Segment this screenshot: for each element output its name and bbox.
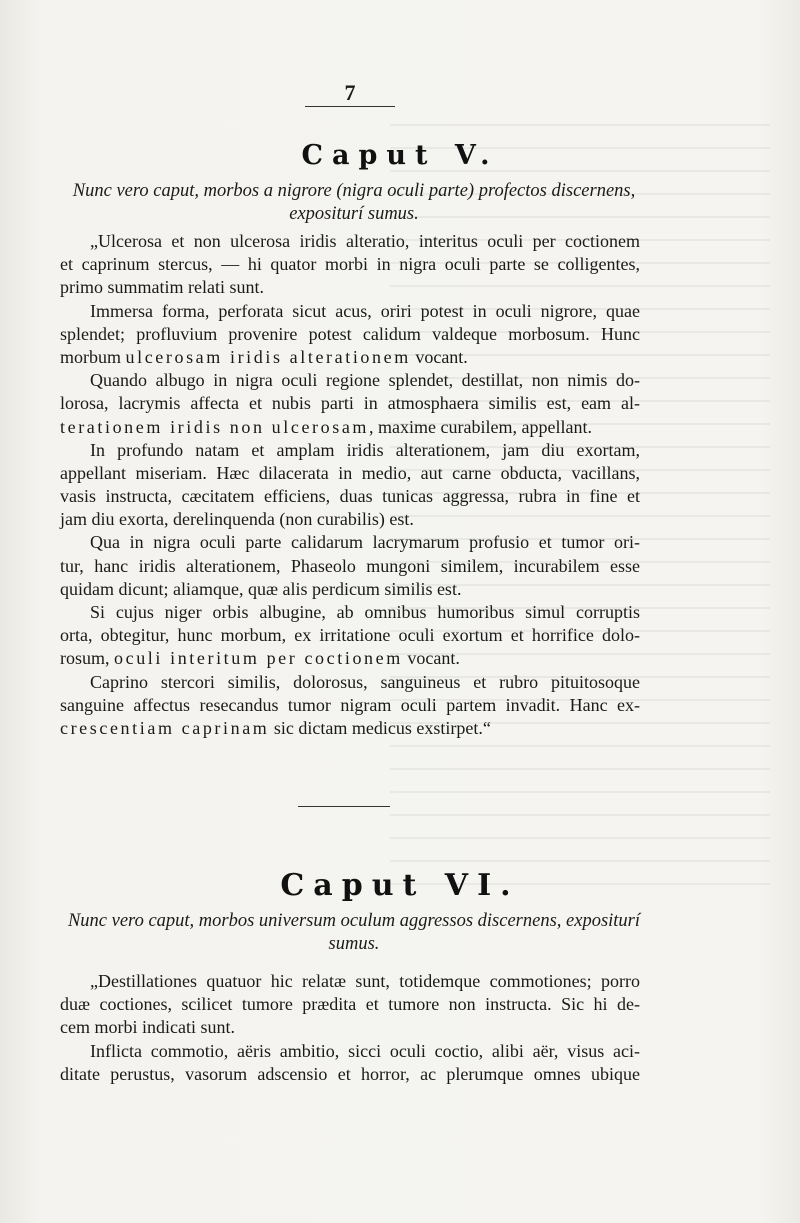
- body-line: crescentiam caprinam sic dictam medicus exstirpet.“: [60, 717, 491, 738]
- body-line: primo summatim relati sunt.: [60, 277, 264, 298]
- body-line: Caprino stercori similis, dolorosus, sanguineus et rubro pituitosoque: [90, 671, 640, 692]
- section-divider: [298, 806, 390, 807]
- chapter-6-body: [60, 970, 640, 1086]
- page-number: 7: [344, 80, 356, 105]
- chapter-5-subtitle-line-2: expositurí sumus.: [289, 204, 419, 224]
- body-line: jam diu exorta, derelinquenda (non curabilis) est.: [60, 509, 414, 530]
- body-line: duæ coctiones, scilicet tumore prædita et tumore non instructa. Sic hi de-: [60, 994, 640, 1015]
- chapter-5-body: [60, 230, 640, 740]
- body-line: Quando albugo in nigra oculi regione splendet, destillat, non nimis do-: [90, 370, 640, 391]
- body-line: ditate perustus, vasorum adscensio et horror, ac plerumque omnes ubique: [60, 1063, 640, 1084]
- body-line: vasis instructa, cæcitatem efficiens, duas tunicas aggressa, rubra in fine et: [60, 486, 640, 507]
- body-line: splendet; profluvium provenire potest calidum valdeque morbosum. Hunc: [60, 323, 640, 344]
- body-line: „Ulcerosa et non ulcerosa iridis alteratio, interitus oculi per coctionem: [90, 231, 640, 251]
- body-line: rosum, oculi interitum per coctionem vocant.: [60, 648, 460, 669]
- body-line: quidam dicunt; aliamque, quæ alis perdicum similis est.: [60, 578, 462, 599]
- body-line: „Destillationes quatuor hic relatæ sunt, totidemque commotiones; porro: [90, 971, 640, 991]
- chapter-6-subtitle-line-2: sumus.: [328, 934, 380, 954]
- body-line: appellant miseriam. Hæc dilacerata in medio, aut carne obducta, vacillans,: [60, 462, 640, 483]
- chapter-6-subtitle: [64, 910, 644, 956]
- chapter-5-subtitle-line-1: Nunc vero caput, morbos a nigrore (nigra oculi parte) profectos discernens,: [72, 181, 636, 201]
- chapter-6-subtitle-line-1: Nunc vero caput, morbos universum oculum aggressos discernens, expositurí: [67, 911, 641, 931]
- body-line: Qua in nigra oculi parte calidarum lacrymarum profusio et tumor ori-: [90, 532, 640, 553]
- body-line: In profundo natam et amplam iridis alterationem, jam diu exortam,: [90, 439, 640, 460]
- body-line: et caprinum stercus, — hi quator morbi in nigra oculi parte se colligentes,: [60, 254, 640, 275]
- body-line: orta, obtegitur, hunc morbum, ex irritatione oculi exortum et horrifice dolo-: [60, 625, 640, 646]
- body-line: Immersa forma, perforata sicut acus, oriri potest in oculi nigrore, quae: [90, 300, 640, 321]
- body-line: terationem iridis non ulcerosam, maxime curabilem, appellant.: [60, 416, 592, 437]
- body-line: tur, hanc iridis alterationem, Phaseolo mungoni similem, incurabilem esse: [60, 555, 640, 576]
- chapter-5-heading: Caput V.: [301, 140, 499, 171]
- body-line: morbum ulcerosam iridis alterationem vocant.: [60, 346, 468, 367]
- body-line: Si cujus niger orbis albugine, ab omnibus humoribus simul corruptis: [90, 602, 640, 622]
- chapter-5-subtitle: [64, 180, 644, 226]
- body-line: lorosa, lacrymis affecta et nubis parti in atmosphaera similis est, eam al-: [60, 393, 640, 414]
- chapter-6-heading: Caput VI.: [280, 868, 520, 903]
- body-line: cem morbi indicati sunt.: [60, 1017, 235, 1038]
- body-line: sanguine affectus resecandus tumor nigram oculi partem invadit. Hanc ex-: [60, 694, 640, 715]
- page-number-rule: [305, 106, 395, 107]
- body-line: Inflicta commotio, aëris ambitio, sicci oculi coctio, alibi aër, visus aci-: [90, 1040, 640, 1061]
